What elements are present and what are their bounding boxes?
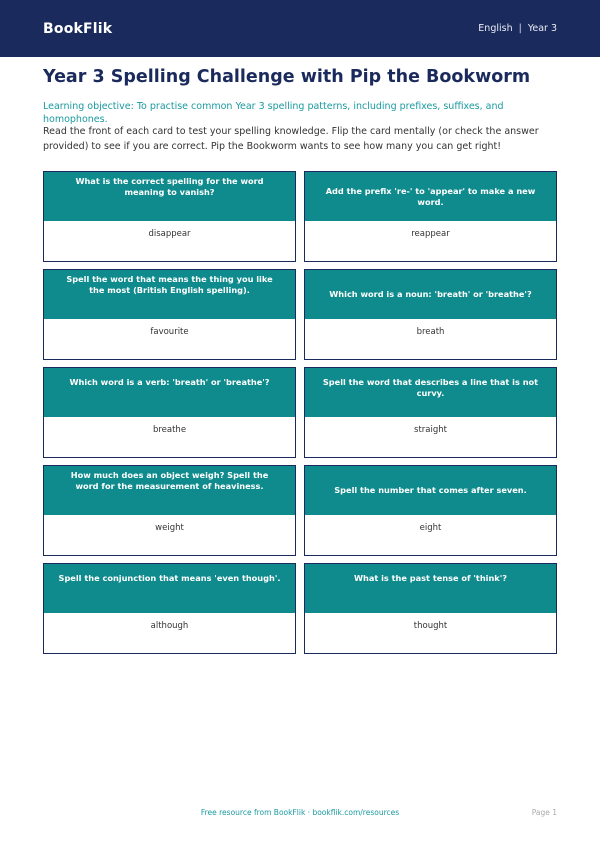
flash-card — [304, 563, 557, 654]
card-answer: breathe — [152, 425, 187, 435]
card-question: How much does an object weigh? Spell the word for the measurement of heaviness. — [44, 466, 295, 515]
card-answer: although — [150, 621, 189, 631]
page-number: Page 1 — [531, 808, 557, 817]
card-question: Add the prefix 're-' to 'appear' to make a new word. — [305, 172, 556, 221]
card-answer: straight — [414, 425, 447, 435]
card-question: Spell the conjunction that means 'even though'. — [44, 564, 295, 613]
flash-card — [304, 269, 557, 360]
flash-card — [304, 171, 557, 262]
card-answer: favourite — [150, 327, 189, 337]
breadcrumb — [478, 23, 557, 34]
intro-text: Read the front of each card to test your spelling knowledge. Flip the card mentally (or check the answer provided) to see if you are correct. Pip the Bookworm wants to see how many you can get right! — [43, 126, 539, 152]
card-answer: weight — [155, 523, 184, 533]
card-question: What is the past tense of 'think'? — [305, 564, 556, 613]
breadcrumb-separator: | — [518, 23, 522, 34]
top-bar — [0, 0, 600, 57]
flash-card — [304, 367, 557, 458]
card-answer: thought — [413, 621, 448, 631]
flash-card — [43, 367, 296, 458]
breadcrumb-year: Year 3 — [527, 23, 557, 34]
flash-card — [43, 269, 296, 360]
card-answer: breath — [416, 327, 445, 337]
card-question: What is the correct spelling for the word meaning to vanish? — [44, 172, 295, 221]
card-answer: disappear — [148, 229, 191, 239]
flash-card — [43, 563, 296, 654]
card-question: Which word is a noun: 'breath' or 'breathe'? — [305, 270, 556, 319]
page-title: Year 3 Spelling Challenge with Pip the Bookworm — [43, 67, 531, 87]
page-footer — [0, 808, 600, 822]
flash-card — [43, 465, 296, 556]
card-answer: eight — [419, 523, 442, 533]
footer-link[interactable]: Free resource from BookFlik · bookflik.com/resources — [200, 808, 400, 817]
breadcrumb-subject: English — [478, 23, 513, 34]
card-question: Which word is a verb: 'breath' or 'breathe'? — [44, 368, 295, 417]
flash-card — [304, 465, 557, 556]
card-question: Spell the word that means the thing you like the most (British English spelling). — [44, 270, 295, 319]
card-grid — [43, 171, 557, 654]
brand-logo[interactable]: BookFlik — [43, 20, 113, 37]
learning-objective: Learning objective: To practise common Year 3 spelling patterns, including prefixes, suffixes, and homophones. — [43, 101, 504, 125]
card-question: Spell the number that comes after seven. — [305, 466, 556, 515]
card-question: Spell the word that describes a line that is not curvy. — [305, 368, 556, 417]
card-answer: reappear — [411, 229, 450, 239]
flash-card — [43, 171, 296, 262]
